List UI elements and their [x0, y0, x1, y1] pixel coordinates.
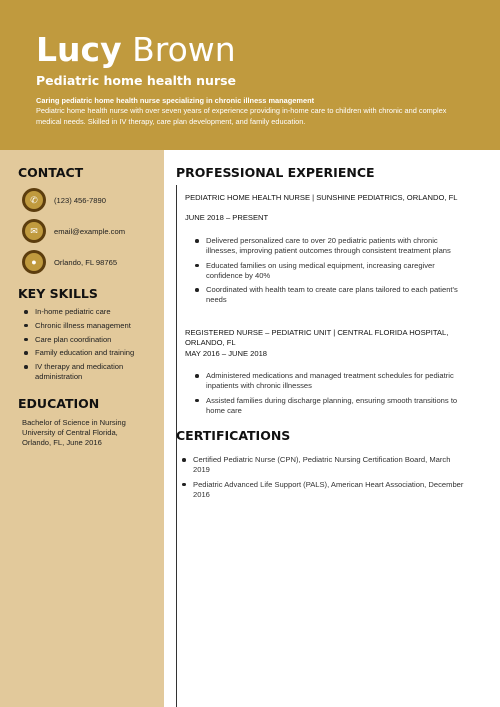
contact-location-row — [22, 250, 117, 274]
education-degree: Bachelor of Science in Nursing — [22, 418, 126, 427]
contact-location: Orlando, FL 98765 — [54, 257, 118, 267]
first-name: Lucy — [36, 30, 122, 69]
skill-item: Chronic illness management — [22, 321, 162, 331]
education-location-date: Orlando, FL, June 2016 — [22, 438, 102, 447]
job-bullet: Assisted families during discharge planning, ensuring smooth transitions to home care — [193, 396, 468, 416]
contact-email-row — [22, 219, 125, 243]
job-bullets — [193, 371, 468, 420]
certification-item: Certified Pediatric Nurse (CPN), Pediatric Nursing Certification Board, March 2019 — [180, 455, 465, 475]
job-title-line: REGISTERED NURSE – PEDIATRIC UNIT | CENTRAL FLORIDA HOSPITAL, ORLANDO, FL — [185, 328, 449, 347]
certification-item: Pediatric Advanced Life Support (PALS), American Heart Association, December 2016 — [180, 480, 465, 500]
skill-item: IV therapy and medication administration — [22, 362, 162, 382]
resume-header — [0, 0, 500, 150]
job-title: Pediatric home health nurse — [36, 73, 237, 88]
job-bullet: Delivered personalized care to over 20 pediatric patients with chronic illnesses, improving patient outcomes through consistent treatment plans — [193, 236, 468, 256]
education-school: University of Central Florida, — [22, 428, 118, 437]
job-title-line: PEDIATRIC HOME HEALTH NURSE | SUNSHINE PEDIATRICS, ORLANDO, FL — [185, 193, 458, 202]
skills-heading: KEY SKILLS — [18, 286, 98, 301]
skill-item: Care plan coordination — [22, 335, 162, 345]
last-name: Brown — [132, 30, 236, 69]
experience-heading: PROFESSIONAL EXPERIENCE — [176, 165, 375, 180]
column-divider — [176, 185, 177, 707]
job-bullets — [193, 236, 468, 310]
summary-text: Pediatric home health nurse with over seven years of experience providing in-home care to children with chronic and complex medical needs. Skilled in IV therapy, care plan development, and family education. — [36, 106, 447, 126]
candidate-name — [36, 30, 236, 70]
education-heading: EDUCATION — [18, 396, 100, 411]
job-bullet: Administered medications and managed treatment schedules for pediatric inpatients with chronic illnesses — [193, 371, 468, 391]
contact-phone-row — [22, 188, 106, 212]
contact-email[interactable]: email@example.com — [54, 226, 126, 236]
job-dates: JUNE 2018 – PRESENT — [185, 213, 269, 222]
email-icon: ✉ — [22, 219, 46, 243]
phone-icon: ✆ — [22, 188, 46, 212]
skill-item: In-home pediatric care — [22, 307, 162, 317]
job-bullet: Educated families on using medical equipment, increasing caregiver confidence by 40% — [193, 261, 468, 281]
certifications-heading: CERTIFICATIONS — [176, 428, 291, 443]
education-details — [22, 418, 157, 448]
summary-title: Caring pediatric home health nurse specializing in chronic illness management — [36, 96, 315, 105]
contact-phone: (123) 456-7890 — [54, 195, 106, 205]
job-dates: MAY 2016 – JUNE 2018 — [185, 349, 268, 358]
location-icon: ● — [22, 250, 46, 274]
skills-list — [22, 307, 162, 386]
job-bullet: Coordinated with health team to create care plans tailored to each patient's needs — [193, 285, 468, 305]
skill-item: Family education and training — [22, 348, 162, 358]
contact-heading: CONTACT — [18, 165, 84, 180]
certifications-list — [180, 455, 465, 504]
